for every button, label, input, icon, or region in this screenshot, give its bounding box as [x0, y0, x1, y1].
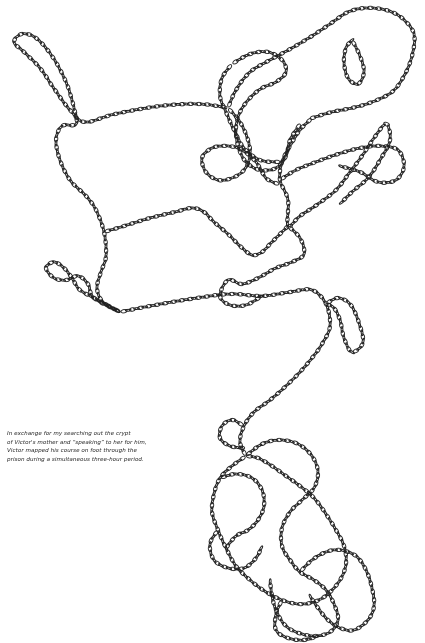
chain-link: [278, 56, 285, 63]
chain-link: [245, 562, 252, 569]
chain-link: [227, 115, 230, 121]
chain-link: [316, 472, 320, 478]
chain-link: [275, 77, 282, 83]
chain-link: [245, 293, 252, 297]
chain-link: [220, 226, 227, 233]
chain-link: [314, 160, 320, 163]
chain-link: [33, 60, 40, 67]
chain-link: [405, 20, 412, 27]
chain-link: [33, 35, 40, 41]
chain-link: [314, 460, 317, 466]
chain-link: [273, 616, 277, 623]
chain-link: [409, 56, 413, 62]
chain-link: [321, 594, 328, 600]
chain-link: [347, 190, 354, 197]
chain-link: [396, 174, 403, 181]
chain-link: [300, 632, 306, 636]
chain-link: [220, 75, 225, 81]
chain-link: [293, 373, 300, 380]
chain-link: [248, 411, 255, 418]
chain-link: [333, 601, 336, 607]
chain-link: [353, 185, 360, 192]
chain-link: [269, 579, 271, 585]
chain-link: [281, 71, 287, 78]
chain-link: [232, 59, 239, 65]
chain-link: [306, 449, 313, 456]
chain-link: [239, 430, 243, 436]
chain-link: [45, 47, 52, 54]
chain-link: [207, 215, 214, 222]
chain-link: [398, 15, 405, 22]
chain-link: [274, 160, 280, 164]
chain-link: [332, 549, 338, 551]
chain-link: [328, 628, 335, 635]
chain-link: [250, 522, 257, 529]
chain-link: [305, 207, 312, 213]
chain-link: [50, 54, 56, 61]
chain-link: [253, 89, 260, 96]
chain-link: [274, 390, 281, 397]
chain-link: [305, 560, 312, 567]
chain-link: [307, 163, 313, 166]
chain-link: [212, 490, 216, 496]
chain-link: [53, 87, 59, 94]
chain-link: [224, 543, 230, 550]
chain-link: [286, 216, 290, 222]
chain-link: [296, 499, 303, 506]
chain-link: [99, 268, 103, 274]
chain-link: [227, 303, 233, 307]
chain-link: [13, 41, 17, 47]
chain-link: [315, 499, 322, 506]
chain-link: [281, 621, 288, 628]
chain-link: [338, 164, 344, 168]
chain-link: [237, 472, 244, 476]
chain-link: [288, 225, 295, 232]
chain-link: [294, 231, 301, 238]
chain-link: [292, 217, 299, 224]
chain-link: [213, 177, 219, 181]
chain-link: [345, 40, 352, 47]
illustration-caption: [7, 430, 217, 464]
chain-link: [300, 565, 307, 572]
chain-link: [231, 304, 238, 308]
chain-link: [240, 531, 246, 534]
chain-link: [312, 555, 319, 561]
chain-link: [277, 230, 284, 237]
chain-link: [319, 611, 326, 618]
chain-link: [329, 520, 335, 527]
chain-link: [268, 396, 275, 403]
chain-link: [57, 94, 63, 101]
chain-link: [62, 101, 68, 108]
chain-link: [238, 433, 243, 440]
chain-link: [271, 236, 278, 243]
chain-link: [293, 638, 300, 642]
chain-link: [289, 440, 295, 444]
chain-link: [298, 212, 305, 218]
chain-link: [230, 567, 237, 571]
chain-link: [213, 221, 220, 228]
caption-line: Victor mapped his course on foot through the: [7, 448, 137, 455]
chain-link: [43, 73, 49, 80]
chain-link: [27, 54, 34, 61]
chain-link: [285, 600, 291, 604]
chain-link: [202, 165, 205, 171]
chain-link: [38, 66, 44, 73]
chain-link: [47, 260, 54, 266]
chain-link: [260, 84, 267, 90]
chain-link: [267, 268, 274, 274]
chain-link: [77, 187, 84, 194]
chain-link: [314, 604, 320, 611]
caption-line: In exchange for my searching out the crypt: [7, 431, 131, 437]
chain-link: [214, 482, 218, 488]
chain-link: [375, 7, 382, 11]
caption-line: of Victor's mother and “speaking” to her for him,: [7, 439, 147, 446]
chain-link: [79, 275, 86, 281]
chain-link: [237, 292, 243, 296]
chain-link: [279, 527, 283, 534]
chain-link: [336, 548, 342, 552]
chain-link: [278, 168, 282, 175]
chain-link: [335, 14, 342, 20]
chain-link: [230, 445, 237, 450]
chain-link: [71, 182, 78, 189]
chain-link: [299, 166, 305, 169]
chain-link: [248, 253, 254, 257]
chain-link: [226, 465, 233, 472]
chain-link: [247, 94, 254, 101]
chain-link: [245, 575, 252, 582]
chain-link: [259, 545, 263, 551]
chain-link: [217, 434, 222, 441]
chain-link: [66, 175, 72, 182]
chain-link: [232, 238, 239, 245]
chain-link: [346, 167, 352, 171]
chain-link: [358, 52, 361, 58]
chain-link: [237, 112, 241, 118]
chain-link: [252, 581, 259, 588]
chain-link: [235, 531, 242, 537]
chain-link: [105, 243, 107, 249]
chain-link: [355, 169, 361, 173]
chain-link: [89, 199, 95, 206]
chain-link: [97, 276, 101, 282]
chain-link: [332, 187, 339, 194]
chain-link: [290, 505, 297, 512]
chain-link: [249, 67, 256, 73]
chain-link: [114, 308, 121, 314]
chain-link: [332, 306, 338, 313]
chain-link: [289, 601, 296, 606]
chain-link: [329, 19, 336, 25]
chain-link: [259, 248, 266, 254]
chain-link: [288, 557, 294, 564]
chain-link: [201, 209, 208, 215]
chain-link: [240, 168, 247, 175]
chain-link: [341, 196, 348, 203]
chain-link: [239, 455, 246, 461]
chain-link: [232, 460, 239, 466]
chain-link: [210, 502, 214, 508]
chain-link: [314, 635, 320, 638]
chain-link: [338, 296, 344, 300]
chain-link: [62, 266, 69, 273]
chain-link: [325, 617, 332, 624]
chain-link: [352, 348, 359, 354]
chain-link: [83, 193, 90, 200]
chain-link: [14, 43, 21, 50]
chain-link: [355, 314, 358, 320]
chain-link: [252, 477, 259, 484]
chain-link: [55, 132, 59, 138]
chain-link: [21, 49, 28, 56]
chain-link: [55, 277, 62, 282]
chain-link: [39, 41, 46, 48]
chain-link: [325, 513, 331, 520]
chain-link: [238, 244, 245, 251]
chain-link: [353, 82, 359, 86]
chain-link: [229, 536, 236, 543]
chain-link: [302, 493, 309, 500]
chain-link: [76, 286, 83, 293]
chain-link: [360, 179, 367, 186]
chain-link: [281, 523, 285, 529]
chain-link: [322, 24, 329, 30]
caption-line: prison during a simultaneous three-hour period.: [7, 456, 144, 463]
chain-link: [320, 584, 327, 591]
chain-link: [204, 102, 211, 106]
chain-link: [241, 156, 247, 163]
chain-link: [323, 550, 329, 553]
chain-link: [222, 419, 229, 425]
chain-link: [292, 564, 299, 571]
chain-link: [299, 366, 306, 373]
chain-link: [243, 72, 250, 79]
chain-link: [226, 232, 233, 239]
chain-link: [252, 445, 259, 451]
chain-link: [229, 97, 233, 103]
chain-link: [287, 379, 294, 386]
chain-link: [312, 202, 319, 208]
chain-link: [315, 29, 322, 35]
chain-link: [309, 487, 316, 494]
chain-link: [281, 384, 288, 391]
chain-link: [268, 51, 274, 55]
chain-link: [265, 242, 272, 249]
chain-link: [389, 88, 396, 95]
chain-link: [318, 293, 325, 300]
chain-link: [65, 80, 68, 86]
chain-links: [12, 6, 417, 642]
chain-link: [304, 360, 311, 367]
chain-link: [320, 506, 326, 513]
chain-link: [326, 192, 333, 198]
chain-link: [319, 197, 326, 203]
chain-link: [305, 118, 312, 125]
chain-link: [226, 443, 232, 448]
chain-link: [85, 121, 91, 123]
chain-link: [347, 10, 353, 13]
chain-link: [54, 136, 58, 142]
chain-link: [283, 551, 289, 558]
chain-link: [254, 405, 261, 411]
chain-link: [286, 208, 290, 214]
chain-link: [309, 594, 313, 600]
chain-link: [212, 104, 219, 108]
chain-link: [362, 619, 369, 626]
